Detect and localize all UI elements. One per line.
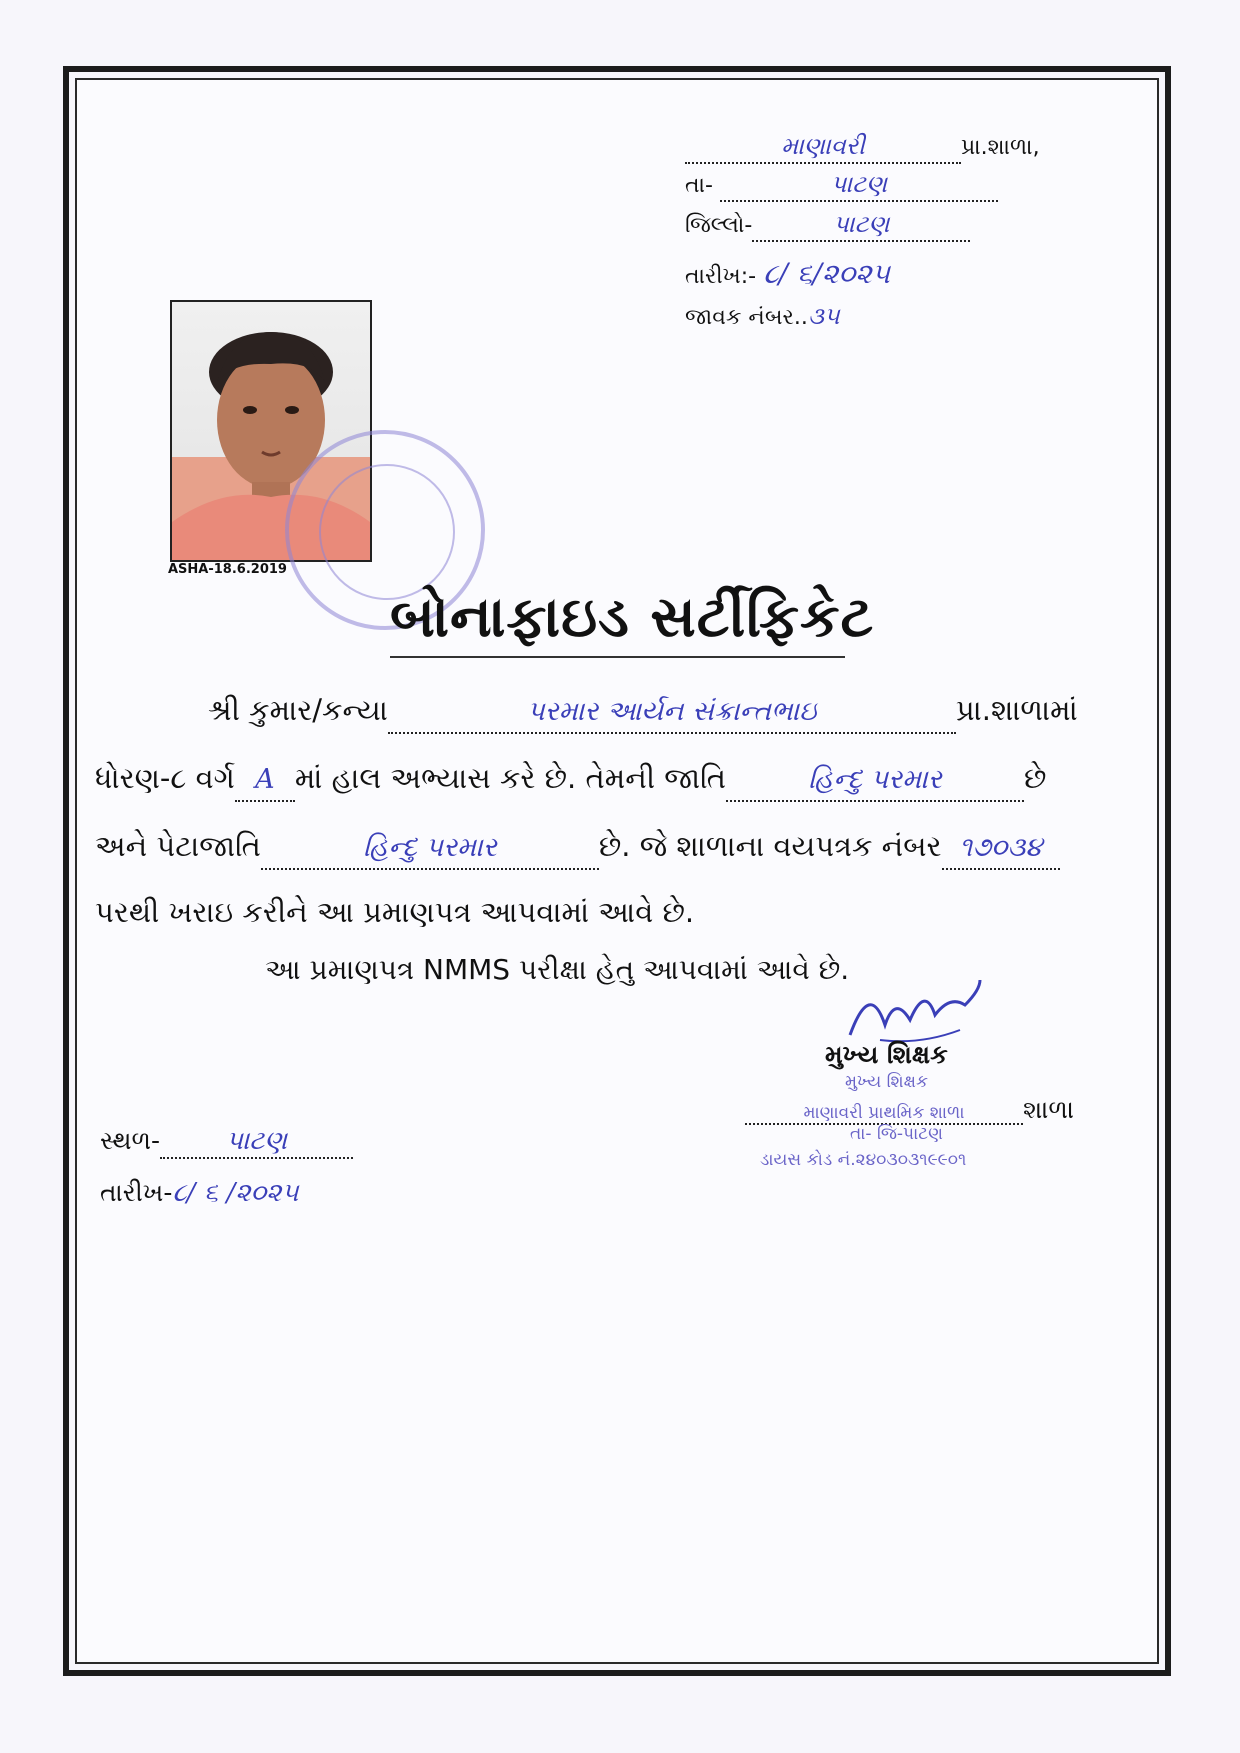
header-outward-row bbox=[685, 300, 840, 334]
photo-caption: ASHA-18.6.2019 bbox=[168, 562, 287, 577]
line3-mid: છે. જે શાળાના વયપત્રક નંબર bbox=[598, 829, 942, 863]
title-underline bbox=[390, 656, 845, 658]
place-value: પાટણ bbox=[160, 1126, 353, 1159]
header-taluka-row bbox=[685, 168, 998, 202]
header-date-row bbox=[685, 258, 890, 293]
signature-school-row bbox=[745, 1095, 1074, 1125]
outward-value: ૩૫ bbox=[807, 302, 840, 330]
school-label: પ્રા.શાળા, bbox=[961, 135, 1040, 160]
district-label: જિલ્લો- bbox=[685, 213, 753, 238]
date-label: તારીખ:- bbox=[685, 264, 757, 289]
caste-value: હિન્દુ પરમાર bbox=[726, 760, 1024, 802]
line1-suffix: પ્રા.શાળામાં bbox=[955, 693, 1078, 727]
register-number-value: ૧૭૦૩૪ bbox=[942, 828, 1060, 870]
body-line-4: પરથી ખરાઇ કરીને આ પ્રમાણપત્ર આપવામાં આવે છે. bbox=[95, 895, 695, 929]
division-value: A bbox=[235, 760, 295, 802]
student-name-value: પરમાર આર્યન સંક્રાન્તભાઇ bbox=[388, 692, 956, 734]
taluka-value: પાટણ bbox=[720, 168, 998, 202]
line2-prefix: ધોરણ-૮ વર્ગ bbox=[95, 761, 235, 795]
body-line-1 bbox=[208, 690, 1078, 734]
date-value: ૮/ ૬/૨૦૨૫ bbox=[763, 257, 891, 290]
school-name-value: માણાવરી bbox=[685, 130, 961, 164]
body-line-3 bbox=[95, 826, 1060, 870]
body-line-5: આ પ્રમાણપત્ર NMMS પરીક્ષા હેતુ આપવામાં આવે છે. bbox=[265, 953, 850, 986]
school-suffix: શાળા bbox=[1023, 1095, 1075, 1124]
footer-date-value: ૮/ ૬ /૨૦૨૫ bbox=[172, 1178, 299, 1208]
line1-prefix: શ્રી કુમાર/કન્યા bbox=[208, 693, 388, 727]
place-label: સ્થળ- bbox=[100, 1126, 161, 1155]
stamp-line-1: મુખ્ય શિક્ષક bbox=[845, 1072, 928, 1092]
taluka-label: તા- bbox=[685, 173, 713, 198]
certificate-title: બોનાફાઇડ સર્ટીફિકેટ bbox=[390, 585, 875, 650]
line2-mid: માં હાલ અભ્યાસ કરે છે. તેમની જાતિ bbox=[294, 761, 726, 795]
stamp-line-3: તા- જિ-પાટણ bbox=[850, 1124, 943, 1144]
stamp-line-2: માણાવરી પ્રાથમિક શાળા bbox=[745, 1103, 1023, 1125]
header-school-row bbox=[685, 130, 1040, 164]
header-district-row bbox=[685, 208, 970, 242]
district-value: પાટણ bbox=[752, 208, 970, 242]
footer-date-row bbox=[100, 1178, 299, 1209]
stamp-line-4: ડાયસ કોડ નં.૨૪૦૩૦૩૧૯૯૦૧ bbox=[760, 1150, 967, 1170]
footer-date-label: તારીખ- bbox=[100, 1178, 173, 1207]
line2-suffix: છે bbox=[1023, 761, 1047, 795]
outward-label: જાવક નંબર.. bbox=[685, 305, 808, 330]
body-line-2 bbox=[95, 758, 1046, 802]
line3-prefix: અને પેટાજાતિ bbox=[95, 829, 261, 863]
subcaste-value: હિન્દુ પરમાર bbox=[261, 828, 599, 870]
place-row bbox=[100, 1126, 353, 1159]
signature-role: મુખ્ય શિક્ષક bbox=[825, 1040, 948, 1069]
